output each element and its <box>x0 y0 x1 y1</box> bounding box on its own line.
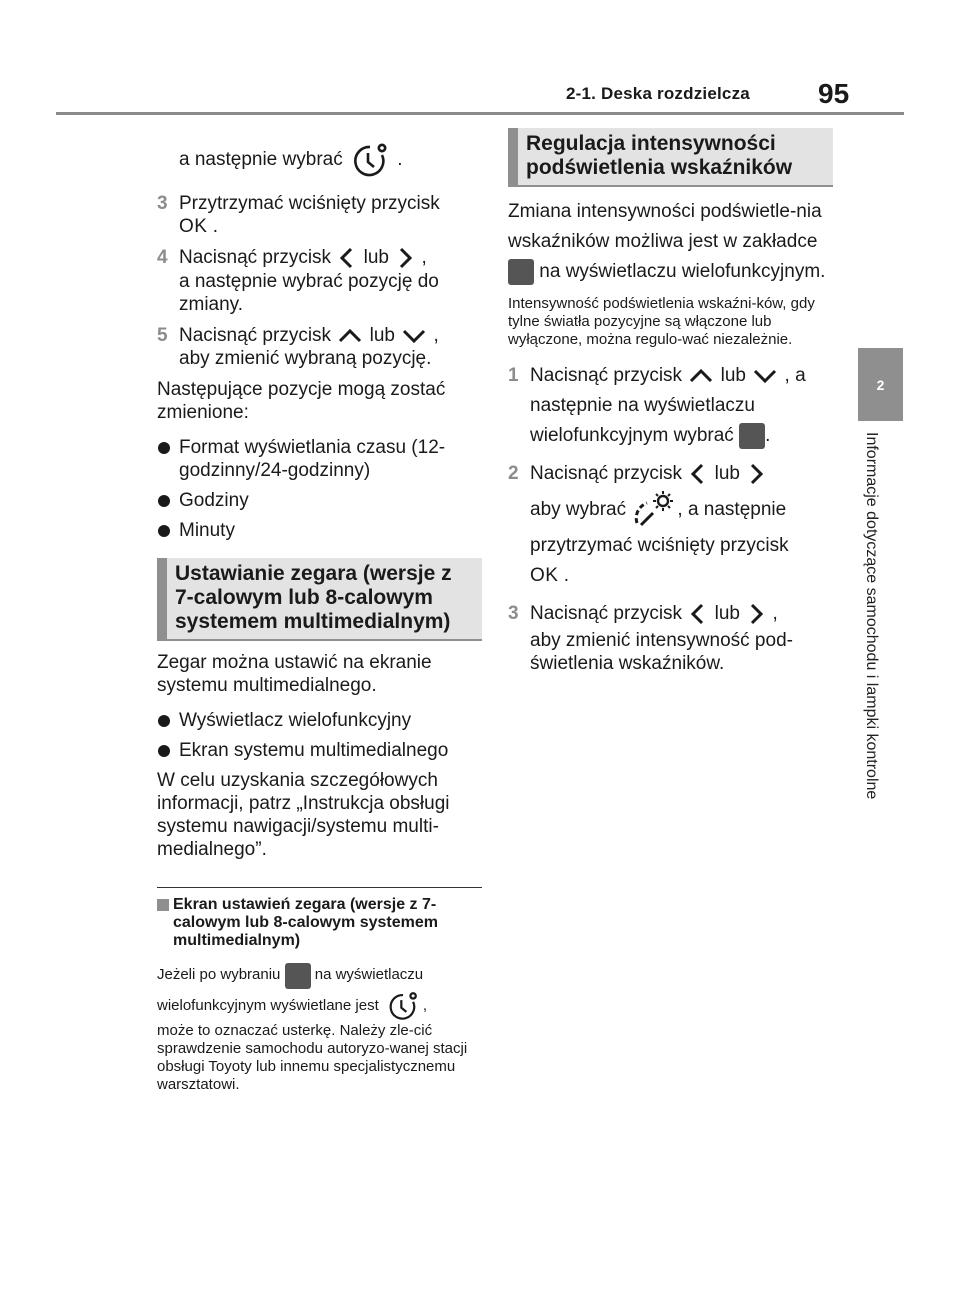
small-note: Intensywność podświetlenia wskaźni-ków, gdy tylne światła pozycyjne są włączone lub wyłączone, można regulo-wać niezależnie. <box>508 295 815 348</box>
chevron-left-icon <box>687 602 709 626</box>
list-item: Wyświetlacz wielofunkcyjny <box>157 709 482 732</box>
clock-settings-icon <box>348 141 392 179</box>
chevron-up-icon <box>687 366 715 386</box>
chevron-up-icon <box>336 326 364 346</box>
step-3: 3 Przytrzymać wciśnięty przycisk OK . <box>157 193 440 238</box>
chevron-left-icon <box>687 462 709 486</box>
step-1: 1 Nacisnąć przycisk lub , a następnie na wyświetlaczu wielofunkcyjnym wybrać . <box>508 361 833 451</box>
left-column <box>157 140 482 1094</box>
right-column <box>508 128 833 687</box>
intro-line: a następnie wybrać . <box>157 140 482 180</box>
settings-gear-icon <box>739 423 765 449</box>
ok-button-label: OK <box>179 216 208 238</box>
paragraph: Zegar można ustawić na ekranie systemu multimedialnego. <box>157 652 432 697</box>
clock-settings-icon <box>383 990 423 1022</box>
step-2: 2 Nacisnąć przycisk lub aby wybrać , a następnie przytrzymać wciśnięty przycisk OK . <box>508 459 833 591</box>
note-heading: Ekran ustawień zegara (wersje z 7-calowym lub 8-calowym systemem multimedialnym) <box>157 896 482 950</box>
square-bullet-icon <box>157 899 169 911</box>
chevron-right-icon <box>745 462 767 486</box>
section-heading-brightness: Regulacja intensywności podświetlenia wskaźników <box>508 128 833 187</box>
note-text-continued: może to oznaczać usterkę. Należy zle-cić sprawdzenie samochodu autoryzo-wanej stacji obsługi Toyoty lub innemu specjalistycznemu warsztatowi. <box>157 1022 468 1094</box>
chevron-right-icon <box>394 246 416 270</box>
chevron-down-icon <box>400 326 428 346</box>
chapter-tab: 2 <box>858 348 903 421</box>
paragraph: Zmiana intensywności podświetle-nia wskaźników możliwa jest w zakładce na wyświetlaczu wielofunkcyjnym. <box>508 197 833 287</box>
step-3-brightness: 3 Nacisnąć przycisk lub , aby zmienić intensywność pod-świetlenia wskaźników. <box>508 603 793 675</box>
chevron-down-icon <box>751 366 779 386</box>
paragraph: Następujące pozycje mogą zostać zmienione: <box>157 379 446 424</box>
list-item: Ekran systemu multimedialnego <box>157 739 482 762</box>
list-item: Format wyświetlania czasu (12-godzinny/24-godzinny) <box>157 436 482 482</box>
illumination-brightness-icon <box>631 489 677 531</box>
header-rule <box>56 112 904 115</box>
step-5: 5 Nacisnąć przycisk lub , aby zmienić wybraną pozycję. <box>157 325 439 370</box>
settings-gear-icon <box>285 963 311 989</box>
section-heading-clock: Ustawianie zegara (wersje z 7-calowym lub 8-calowym systemem multimedialnym) <box>157 558 482 641</box>
list-item: Minuty <box>157 519 482 542</box>
chevron-left-icon <box>336 246 358 270</box>
ok-button-label: OK <box>530 565 559 586</box>
chevron-right-icon <box>745 602 767 626</box>
step-4: 4 Nacisnąć przycisk lub , a następnie wybrać pozycję do zmiany. <box>157 247 439 316</box>
paragraph: W celu uzyskania szczegółowych informacji, patrz „Instrukcja obsługi systemu nawigacji/systemu multi-medialnego”. <box>157 770 450 861</box>
list-item: Godziny <box>157 489 482 512</box>
settings-gear-icon <box>508 259 534 285</box>
page-number: 95 <box>818 78 850 109</box>
note-text: Jeżeli po wybraniu na wyświetlaczu wielofunkcyjnym wyświetlane jest , <box>157 960 482 1022</box>
chapter-title-vertical <box>862 432 888 856</box>
note-divider <box>157 887 482 888</box>
chapter-title-text: Informacje dotyczące samochodu i lampki kontrolne <box>863 432 880 800</box>
section-header: 2-1. Deska rozdzielcza <box>566 84 750 103</box>
